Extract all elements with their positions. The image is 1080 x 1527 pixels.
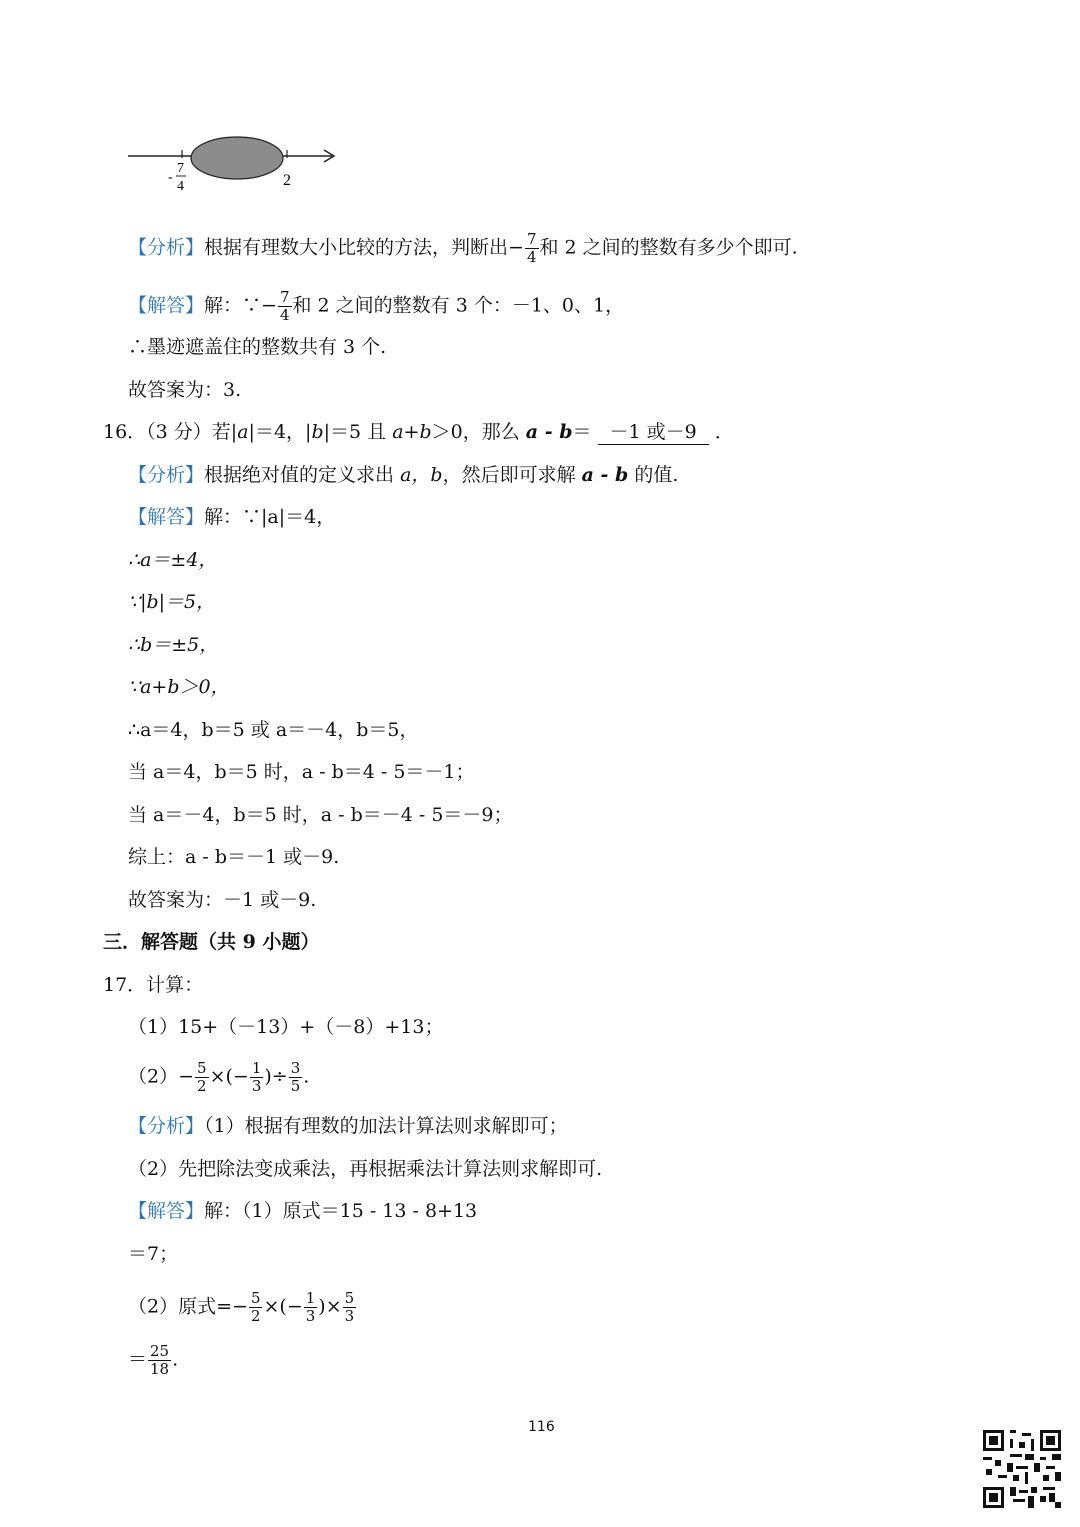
q16-solution-line4: ∴b＝±5， (128, 634, 219, 656)
q16-solution-line7: 当 a＝4，b＝5 时，a - b＝4 - 5＝－1； (128, 761, 475, 783)
fraction: $\frac{5}{2}$ (250, 1289, 261, 1325)
q16-solution-line2: ∴a＝±4， (128, 549, 218, 571)
q17-part2: （2）− $\frac{5}{2}$ ×(− $\frac{1}{3}$ )÷ $\frac{3}{5}$ . (128, 1059, 310, 1095)
q17-stem: 17．计算： (103, 974, 204, 996)
solution-tag: 【解答】 (128, 506, 205, 528)
ink-blot (191, 137, 283, 179)
q16-stem: 16．（3 分）若|a|＝4，|b|＝5 且 a+b＞0，那么 a - b＝ －1 或－9 ． (103, 421, 734, 443)
q15-answer: 故答案为：3. (128, 379, 242, 401)
solution-tag: 【解答】 (128, 1200, 205, 1222)
fraction: $\frac{25}{18}$ (150, 1342, 170, 1378)
tick-two-label: 2 (283, 172, 291, 189)
q17-solution-line2: ＝7； (128, 1243, 179, 1265)
fraction: $\frac{7}{4}$ (526, 230, 537, 266)
q16-solution-line5: ∵a+b＞0， (128, 676, 230, 698)
q15-solution-line1: 【解答】解：∵− $\frac{7}{4}$ 和 2 之间的整数有 3 个：－1、0、1， (128, 288, 625, 324)
q17-solution-line4: ＝ $\frac{25}{18}$ . (128, 1342, 179, 1378)
analysis-tag: 【分析】 (128, 236, 205, 259)
qr-code-icon (983, 1430, 1061, 1508)
tick-neg-numerator: 7 (177, 161, 184, 176)
fraction: $\frac{3}{5}$ (290, 1059, 301, 1095)
fraction: $\frac{1}{3}$ (251, 1059, 262, 1095)
q17-analysis-line2: （2）先把除法变成乘法，再根据乘法计算法则求解即可. (128, 1158, 603, 1180)
q16-analysis: 【分析】根据绝对值的定义求出 a，b，然后即可求解 a - b 的值. (128, 464, 679, 486)
fraction: $\frac{7}{4}$ (279, 288, 290, 324)
q16-solution-line8: 当 a＝－4，b＝5 时，a - b＝－4 - 5＝－9； (128, 804, 513, 826)
q15-solution-line2: ∴墨迹遮盖住的整数共有 3 个. (128, 336, 387, 358)
q17-solution-line1: 【解答】解：（1）原式＝15 - 13 - 8+13 (128, 1200, 478, 1222)
section-heading: 三．解答题（共 9 小题） (103, 931, 320, 953)
page-number: 116 (528, 1419, 555, 1435)
answer-blank: －1 或－9 (598, 423, 709, 445)
q16-answer: 故答案为：－1 或－9. (128, 889, 317, 911)
q17-solution-line3: （2）原式=− $\frac{5}{2}$ ×(− $\frac{1}{3}$ )× $\frac{5}{3}$ (128, 1289, 355, 1325)
tick-neg-denominator: 4 (177, 179, 184, 194)
analysis-tag: 【分析】 (128, 464, 205, 486)
q16-solution-line6: ∴a＝4，b＝5 或 a＝－4，b＝5， (128, 719, 419, 741)
fraction: $\frac{5}{2}$ (197, 1059, 207, 1095)
q16-solution-line3: ∵|b|＝5， (128, 591, 216, 613)
q16-solution-line9: 综上：a - b＝－1 或－9. (128, 846, 340, 868)
fraction: $\frac{1}{3}$ (305, 1289, 316, 1325)
q17-part1: （1）15+（－13）+（－8）+13； (128, 1016, 444, 1038)
fraction: $\frac{5}{3}$ (344, 1289, 355, 1325)
q17-analysis-line1: 【分析】（1）根据有理数的加法计算法则求解即可； (128, 1115, 568, 1137)
solution-tag: 【解答】 (128, 294, 205, 317)
q15-analysis: 【分析】根据有理数大小比较的方法，判断出− $\frac{7}{4}$ 和 2 之间的整数有多少个即可. (128, 230, 798, 266)
number-line-figure (120, 128, 360, 203)
q16-solution-line1: 【解答】解：∵|a|＝4， (128, 506, 336, 528)
analysis-tag: 【分析】 (128, 1115, 205, 1137)
tick-neg-sign: - (168, 170, 173, 185)
